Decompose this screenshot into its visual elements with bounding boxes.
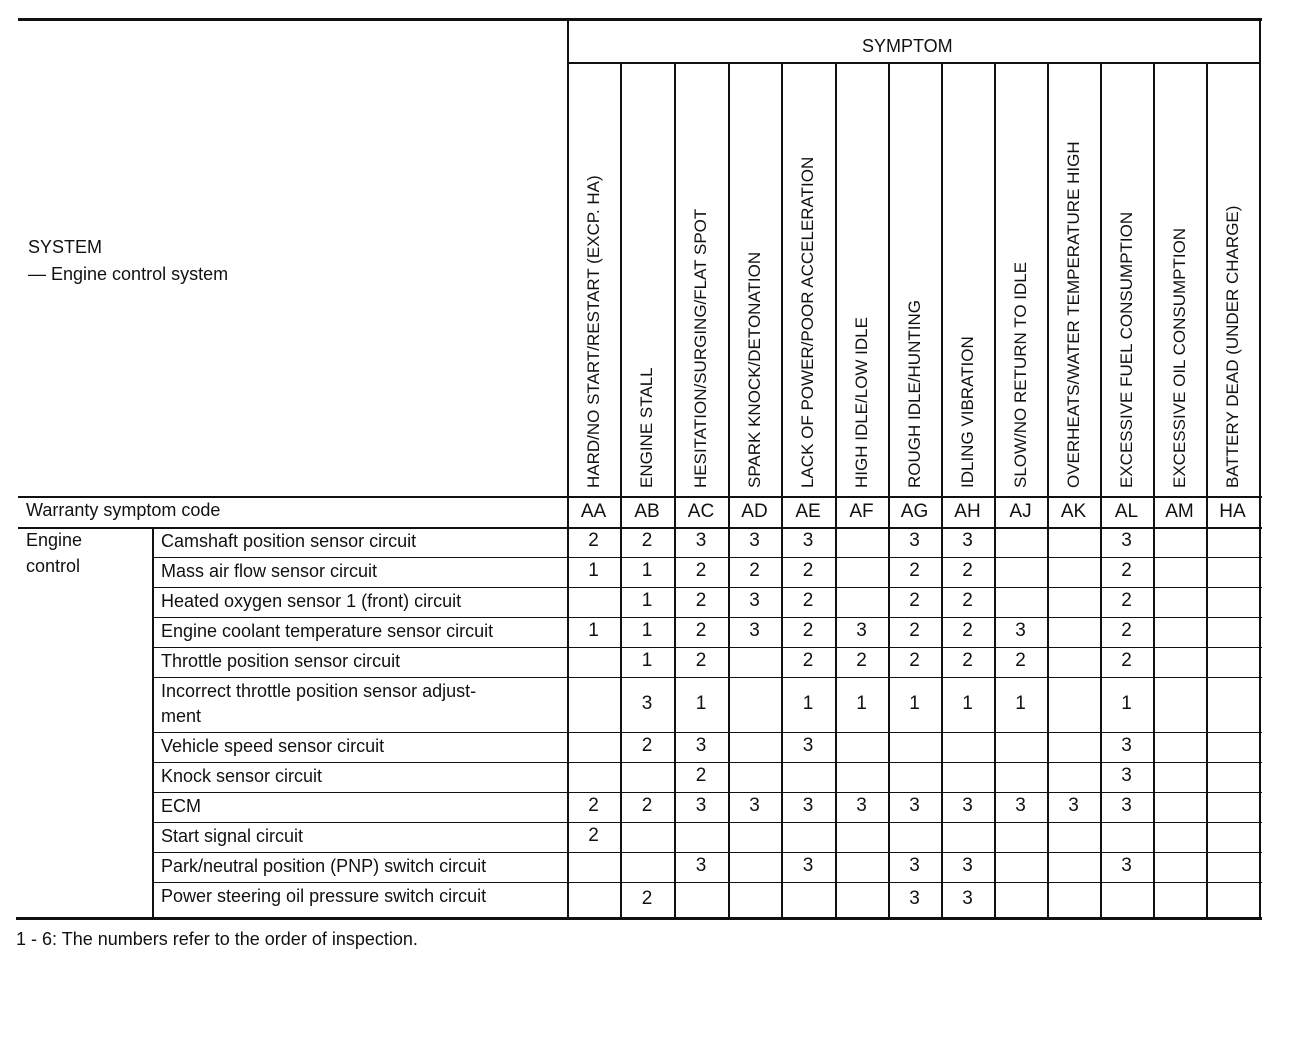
inspection-order-cell: 1: [695, 692, 707, 714]
inspection-order-cell: 2: [962, 590, 973, 611]
row-label: Vehicle speed sensor circuit: [161, 736, 385, 756]
code-row-top-border: [18, 496, 1262, 498]
column-border: [567, 18, 569, 917]
inspection-order-cell: 2: [641, 735, 653, 756]
row-border: [152, 587, 1262, 588]
row-label: ECM: [161, 796, 201, 816]
warranty-code: AD: [741, 501, 768, 522]
inspection-order-cell: 1: [802, 692, 814, 714]
column-header-label: EXCESSIVE FUEL CONSUMPTION: [1116, 211, 1136, 488]
column-border: [835, 62, 837, 917]
column-border: [781, 62, 783, 917]
warranty-code: AG: [900, 501, 929, 522]
inspection-order-cell: 3: [749, 530, 760, 551]
footnote: 1 - 6: The numbers refer to the order of inspection.: [16, 929, 418, 949]
warranty-code: AL: [1114, 501, 1139, 522]
row-border: [152, 792, 1262, 793]
inspection-order-cell: 3: [962, 887, 973, 909]
inspection-order-cell: 3: [1121, 530, 1132, 551]
inspection-order-cell: 1: [1015, 692, 1026, 714]
column-border: [674, 62, 676, 917]
row-border: [152, 882, 1262, 883]
warranty-code: AH: [954, 501, 981, 522]
inspection-order-cell: 2: [695, 590, 707, 611]
row-label: Engine coolant temperature sensor circuit: [161, 621, 494, 641]
inspection-order-cell: 3: [695, 855, 707, 876]
inspection-order-cell: 1: [588, 560, 599, 581]
column-border: [941, 62, 943, 917]
row-border: [152, 647, 1262, 648]
row-label: Knock sensor circuit: [161, 766, 323, 786]
row-label: Camshaft position sensor circuit: [161, 531, 417, 551]
inspection-order-cell: 2: [588, 530, 599, 551]
inspection-order-cell: 3: [909, 855, 920, 876]
warranty-code: AE: [795, 501, 821, 522]
row-label: Start signal circuit: [161, 826, 304, 846]
inspection-order-cell: 2: [1121, 560, 1132, 581]
column-border: [1047, 62, 1049, 917]
inspection-order-cell: 2: [1121, 650, 1132, 671]
inspection-order-cell: 3: [909, 887, 920, 909]
inspection-order-cell: 2: [909, 590, 920, 611]
inspection-order-cell: 2: [802, 560, 814, 581]
inspection-order-cell: 3: [749, 795, 760, 816]
warranty-code: AJ: [1009, 501, 1032, 522]
column-header-label: HIGH IDLE/LOW IDLE: [851, 317, 871, 488]
inspection-order-cell: 2: [641, 795, 653, 816]
inspection-order-cell: 2: [588, 825, 599, 846]
inspection-order-cell: 3: [1015, 795, 1026, 816]
inspection-order-cell: 3: [962, 530, 973, 551]
inspection-order-cell: 2: [641, 887, 653, 909]
inspection-order-cell: 2: [802, 650, 814, 671]
symptom-divider: [567, 62, 1259, 64]
inspection-order-cell: 1: [641, 560, 653, 581]
inspection-order-cell: 3: [1121, 795, 1132, 816]
inspection-order-cell: 3: [802, 735, 814, 756]
row-border: [152, 822, 1262, 823]
row-border: [152, 732, 1262, 733]
inspection-order-cell: 3: [1068, 795, 1079, 816]
inspection-order-cell: 3: [695, 795, 707, 816]
warranty-code: AM: [1165, 501, 1194, 522]
inspection-order-cell: 2: [641, 530, 653, 551]
inspection-order-cell: 2: [909, 560, 920, 581]
column-border: [728, 62, 730, 917]
warranty-code: AA: [580, 501, 607, 522]
system-label: SYSTEM: [28, 237, 103, 257]
inspection-order-cell: 3: [1121, 765, 1132, 786]
inspection-order-cell: 2: [802, 620, 814, 641]
column-header-label: IDLING VIBRATION: [957, 336, 977, 488]
inspection-order-cell: 2: [802, 590, 814, 611]
inspection-order-cell: 3: [802, 795, 814, 816]
column-header-label: ROUGH IDLE/HUNTING: [904, 300, 924, 488]
inspection-order-cell: 3: [749, 590, 760, 611]
row-border: [152, 557, 1262, 558]
inspection-order-cell: 2: [909, 620, 920, 641]
inspection-order-cell: 2: [695, 650, 707, 671]
column-border: [1153, 62, 1155, 917]
inspection-order-cell: 3: [695, 530, 707, 551]
inspection-order-cell: 2: [856, 650, 867, 671]
warranty-code: HA: [1219, 501, 1246, 522]
group-label-line2: control: [26, 556, 81, 576]
group-divider: [152, 527, 154, 917]
inspection-order-cell: 3: [802, 855, 814, 876]
column-header-label: EXCESSIVE OIL CONSUMPTION: [1169, 227, 1189, 488]
inspection-order-cell: 2: [962, 620, 973, 641]
column-header-label: HESITATION/SURGING/FLAT SPOT: [691, 208, 710, 488]
column-border: [1206, 62, 1208, 917]
inspection-order-cell: 3: [1015, 620, 1026, 641]
inspection-order-cell: 1: [588, 620, 599, 641]
inspection-order-cell: 3: [1121, 855, 1132, 876]
inspection-order-cell: 3: [909, 795, 920, 816]
column-border: [620, 62, 622, 917]
inspection-order-cell: 2: [1015, 650, 1026, 671]
inspection-order-cell: 3: [695, 735, 707, 756]
column-border: [1100, 62, 1102, 917]
inspection-order-cell: 1: [962, 692, 973, 714]
inspection-order-cell: 3: [962, 795, 973, 816]
row-border: [152, 677, 1262, 678]
inspection-order-cell: 2: [695, 765, 707, 786]
inspection-order-cell: 2: [695, 560, 707, 581]
column-header-label: HARD/NO START/RESTART (EXCP. HA): [583, 175, 603, 488]
table-bottom-border: [16, 917, 1262, 920]
table-top-border: [18, 18, 1262, 21]
warranty-code: AB: [634, 501, 660, 522]
inspection-order-cell: 3: [856, 795, 867, 816]
warranty-code: AC: [687, 501, 715, 522]
inspection-order-cell: 3: [962, 855, 973, 876]
warranty-code: AF: [849, 501, 874, 522]
inspection-order-cell: 1: [909, 692, 920, 714]
row-label: Throttle position sensor circuit: [161, 651, 401, 671]
inspection-order-cell: 2: [1121, 620, 1132, 641]
column-border: [1259, 18, 1261, 917]
inspection-order-cell: 2: [588, 795, 599, 816]
inspection-order-cell: 1: [1121, 692, 1132, 714]
warranty-code-label: Warranty symptom code: [26, 500, 221, 520]
warranty-code: AK: [1060, 501, 1087, 522]
inspection-order-cell: 3: [909, 530, 920, 551]
inspection-order-cell: 3: [749, 620, 760, 641]
inspection-order-cell: 3: [641, 692, 653, 714]
row-label-continued: ment: [161, 706, 202, 726]
inspection-order-cell: 2: [749, 560, 760, 581]
inspection-order-cell: 1: [641, 590, 653, 611]
inspection-order-cell: 3: [856, 620, 867, 641]
column-border: [994, 62, 996, 917]
row-border: [18, 527, 1262, 529]
inspection-order-cell: 2: [695, 620, 707, 641]
row-label: Heated oxygen sensor 1 (front) circuit: [161, 591, 462, 611]
row-label: Mass air flow sensor circuit: [161, 561, 378, 581]
row-label: Incorrect throttle position sensor adjust-: [161, 681, 477, 701]
inspection-order-cell: 2: [1121, 590, 1132, 611]
inspection-order-cell: 1: [856, 692, 867, 714]
column-header-label: SPARK KNOCK/DETONATION: [744, 251, 764, 488]
group-label-line1: Engine: [26, 530, 83, 550]
symptom-title: SYMPTOM: [862, 36, 953, 56]
column-header-label: SLOW/NO RETURN TO IDLE: [1010, 261, 1030, 488]
inspection-order-cell: 3: [1121, 735, 1132, 756]
column-header-label: LACK OF POWER/POOR ACCELERATION: [798, 156, 817, 488]
row-label: Power steering oil pressure switch circuit: [161, 886, 487, 906]
column-header-label: BATTERY DEAD (UNDER CHARGE): [1222, 205, 1242, 488]
column-header-label: ENGINE STALL: [637, 367, 656, 488]
system-subtitle: — Engine control system: [28, 264, 229, 284]
inspection-order-cell: 2: [962, 560, 973, 581]
inspection-order-cell: 1: [641, 650, 653, 671]
column-header-label: OVERHEATS/WATER TEMPERATURE HIGH: [1063, 141, 1083, 488]
column-border: [888, 62, 890, 917]
inspection-order-cell: 2: [962, 650, 973, 671]
row-border: [152, 617, 1262, 618]
row-border: [152, 852, 1262, 853]
inspection-order-cell: 3: [802, 530, 814, 551]
row-label: Park/neutral position (PNP) switch circuit: [161, 856, 487, 876]
row-border: [152, 762, 1262, 763]
inspection-order-cell: 1: [641, 620, 653, 641]
inspection-order-cell: 2: [909, 650, 920, 671]
